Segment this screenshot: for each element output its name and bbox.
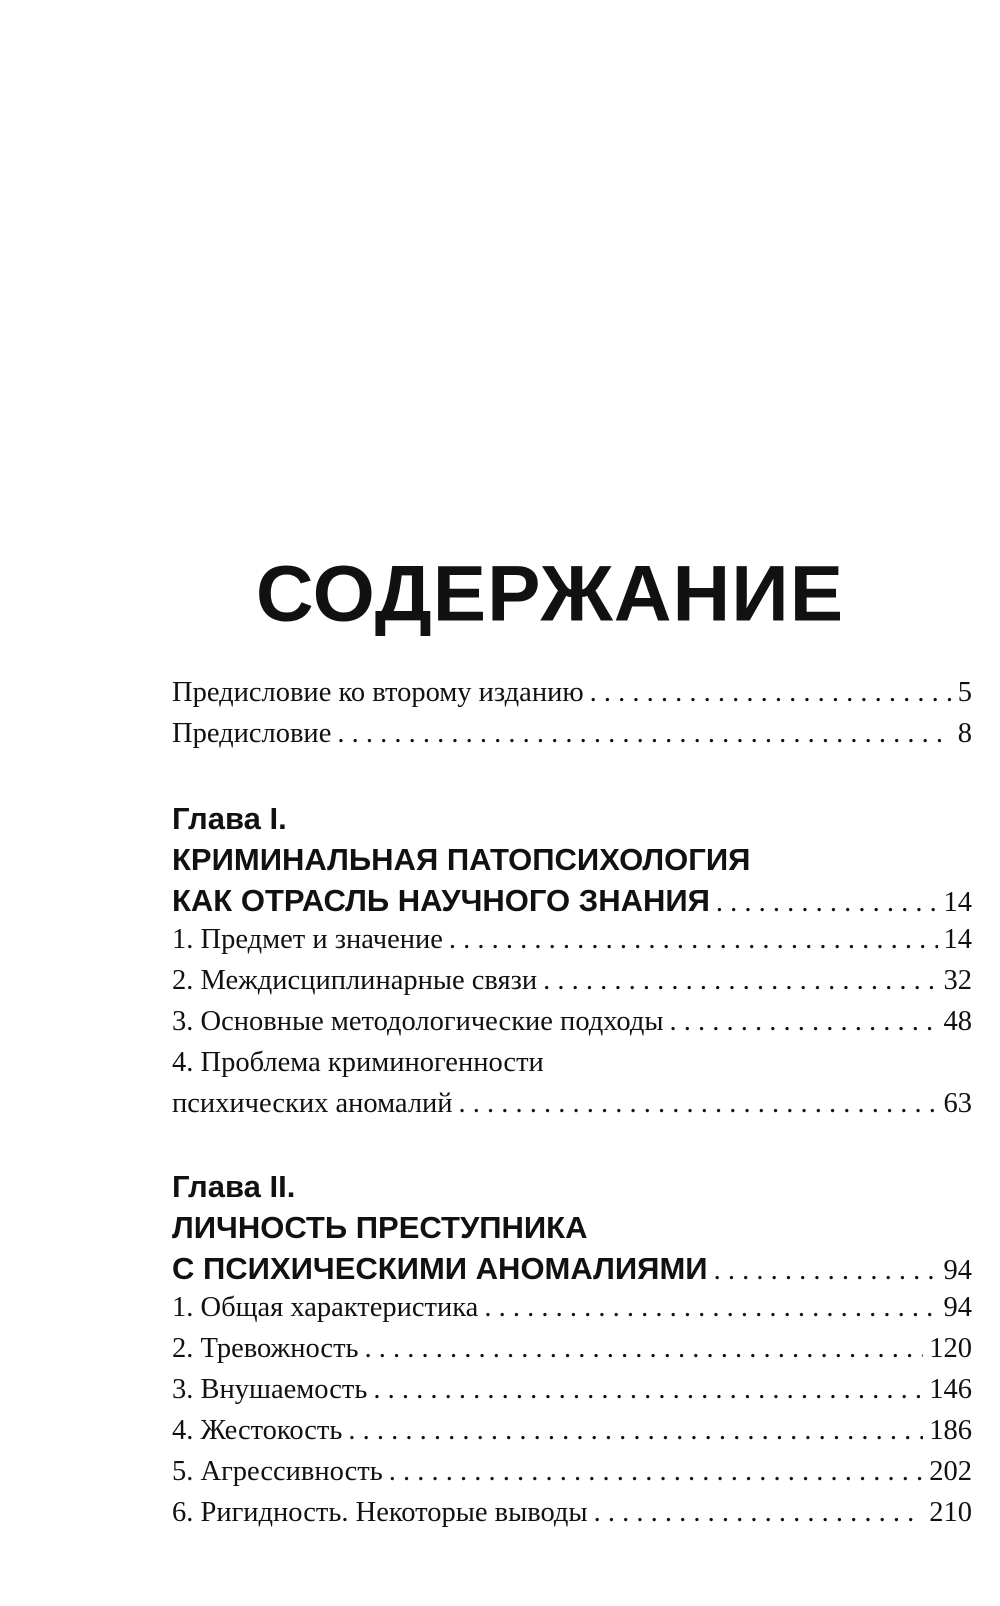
toc-entry[interactable]	[172, 1292, 972, 1333]
toc-entry-preface[interactable]	[172, 718, 972, 759]
chapter-2-title-entry[interactable]	[172, 1251, 972, 1292]
toc-entry-label: Предисловие ко второму изданию	[172, 677, 584, 708]
toc-entry-label: Предисловие	[172, 718, 332, 749]
toc-entry-label: 4. Жестокость	[172, 1415, 343, 1446]
chapter-2-label: Глава II.	[172, 1169, 296, 1204]
toc-entry-page: 32	[943, 965, 972, 996]
dot-leader	[449, 924, 938, 956]
toc-entry-label: 6. Ригидность. Некоторые выводы	[172, 1497, 588, 1528]
dot-leader	[459, 1088, 938, 1120]
toc-entry-page: 94	[943, 1292, 972, 1323]
dot-leader	[590, 677, 952, 709]
toc-entry-page: 5	[957, 677, 972, 708]
page-title: СОДЕРЖАНИЕ	[255, 549, 845, 638]
toc-entry-label: 2. Междисциплинарные связи	[172, 965, 538, 996]
dot-leader	[389, 1456, 924, 1488]
toc-entry-page: 120	[929, 1333, 972, 1364]
toc-entry[interactable]	[172, 1006, 972, 1047]
toc-entry-preface-second-edition[interactable]	[172, 677, 972, 718]
toc-entry-page: 210	[929, 1497, 972, 1528]
toc-entry-page: 94	[943, 1255, 972, 1286]
dot-leader	[543, 965, 937, 997]
chapter-1-title-line-2: КАК ОТРАСЛЬ НАУЧНОГО ЗНАНИЯ	[172, 883, 710, 918]
toc-entry-label: 1. Общая характеристика	[172, 1292, 479, 1323]
toc-entry-label: 3. Основные методологические подходы	[172, 1006, 664, 1037]
dot-leader	[365, 1333, 924, 1365]
toc-entry-label-line-1[interactable]: 4. Проблема криминогенности	[172, 1047, 544, 1078]
toc-entry-page: 186	[929, 1415, 972, 1446]
toc-entry-page: 14	[943, 924, 972, 955]
table-of-contents	[172, 677, 972, 1538]
toc-entry-label: 3. Внушаемость	[172, 1374, 368, 1405]
toc-entry[interactable]	[172, 1088, 972, 1129]
dot-leader	[714, 1255, 938, 1287]
dot-leader	[716, 887, 938, 919]
dot-leader	[670, 1006, 938, 1038]
chapter-2-title-line-2: С ПСИХИЧЕСКИМИ АНОМАЛИЯМИ	[172, 1251, 708, 1286]
toc-entry[interactable]	[172, 965, 972, 1006]
toc-entry-label: 1. Предмет и значение	[172, 924, 443, 955]
toc-entry[interactable]	[172, 1456, 972, 1497]
toc-entry-label: 2. Тревожность	[172, 1333, 359, 1364]
dot-leader	[373, 1374, 923, 1406]
chapter-1-title-line-1[interactable]: КРИМИНАЛЬНАЯ ПАТОПСИХОЛОГИЯ	[172, 842, 751, 877]
toc-entry[interactable]	[172, 1333, 972, 1374]
dot-leader	[337, 718, 951, 750]
dot-leader	[484, 1292, 937, 1324]
toc-entry-page: 202	[929, 1456, 972, 1487]
dot-leader	[594, 1497, 924, 1529]
toc-entry-page: 8	[957, 718, 972, 749]
toc-entry-page: 146	[929, 1374, 972, 1405]
toc-entry-page: 48	[943, 1006, 972, 1037]
toc-entry[interactable]	[172, 1415, 972, 1456]
toc-entry[interactable]	[172, 1497, 972, 1538]
chapter-1-label: Глава I.	[172, 801, 287, 836]
chapter-2-title-line-1[interactable]: ЛИЧНОСТЬ ПРЕСТУПНИКА	[172, 1210, 588, 1245]
toc-entry-page: 63	[943, 1088, 972, 1119]
toc-entry[interactable]	[172, 924, 972, 965]
toc-entry-label: психических аномалий	[172, 1088, 453, 1119]
chapter-1-title-entry[interactable]	[172, 883, 972, 924]
dot-leader	[348, 1415, 923, 1447]
toc-entry-page: 14	[943, 887, 972, 918]
toc-entry[interactable]	[172, 1374, 972, 1415]
toc-entry-label: 5. Агрессивность	[172, 1456, 383, 1487]
